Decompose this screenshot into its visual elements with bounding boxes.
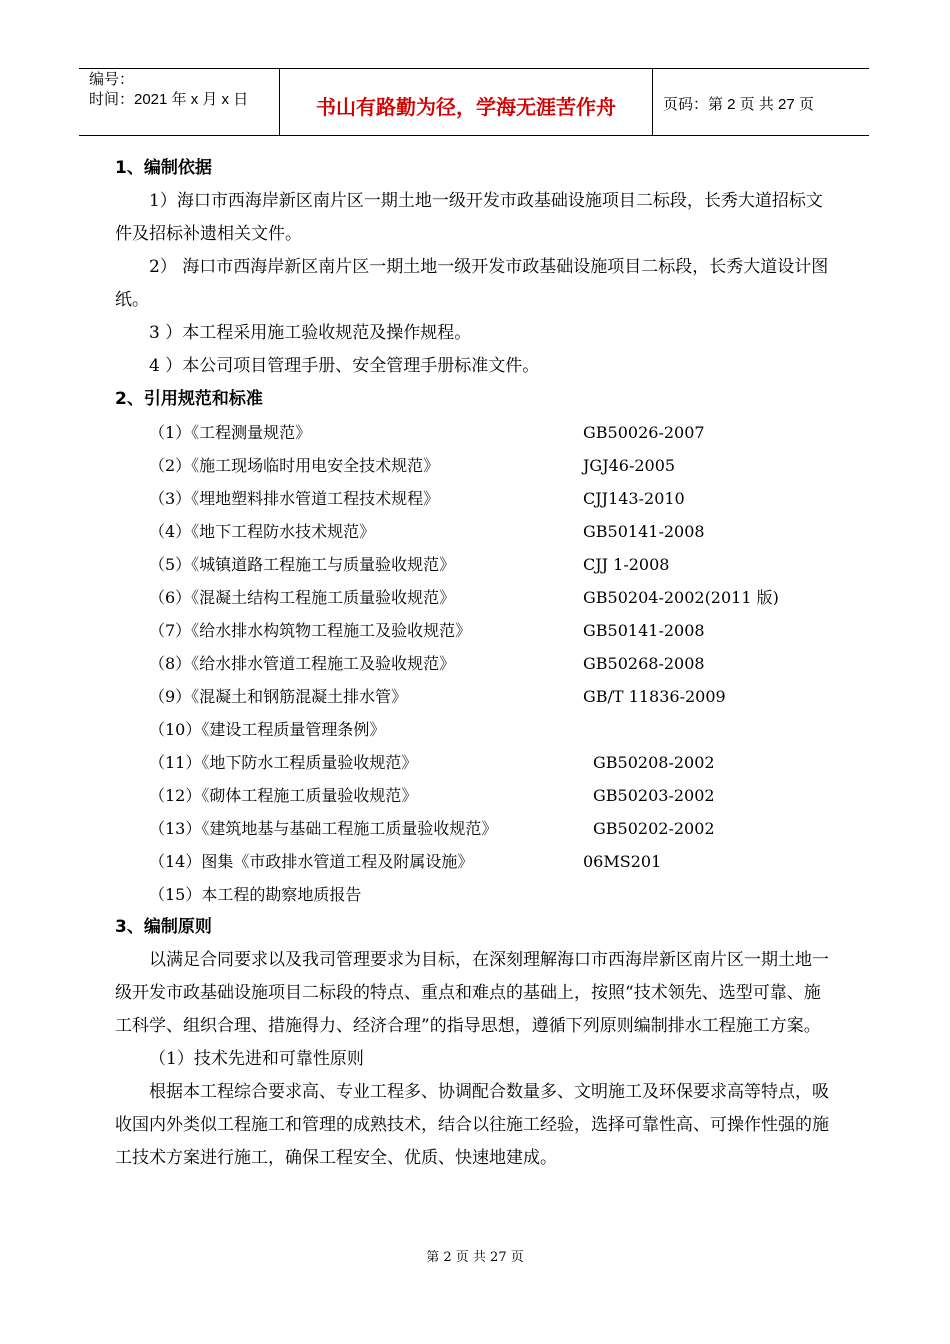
standard-code: GB/T 11836-2009 (583, 687, 726, 706)
standard-row (115, 812, 837, 845)
basis-item-4: 4 ）本公司项目管理手册、安全管理手册标准文件。 (149, 356, 540, 376)
document-body (115, 152, 837, 1175)
standard-name: （11）《地下防水工程质量验收规范》 (149, 753, 418, 772)
standard-code: 06MS201 (583, 852, 662, 871)
standard-code: GB50268-2008 (583, 654, 705, 673)
standard-name: （15）本工程的勘察地质报告 (149, 885, 362, 904)
page-header (79, 68, 869, 136)
standard-name: （8）《给水排水管道工程施工及验收规范》 (149, 654, 456, 673)
header-page-label: 页码：第 2 页 共 27 页 (663, 95, 814, 113)
standard-row (115, 581, 837, 614)
standard-name: （5）《城镇道路工程施工与质量验收规范》 (149, 555, 456, 574)
standard-row (115, 680, 837, 713)
standard-code: GB50202-2002 (593, 819, 715, 838)
standard-row (115, 746, 837, 779)
section-1-items (115, 185, 837, 383)
standard-name: （12）《砌体工程施工质量验收规范》 (149, 786, 418, 805)
principle-1-body: 根据本工程综合要求高、专业工程多、协调配合数量多、文明施工及环保要求高等特点，吸收国内外类似工程施工和管理的成熟技术，结合以往施工经验，选择可靠性高、可操作性强的施工技术方案进行施工，确保工程安全、优质、快速地建成。 (115, 1082, 829, 1168)
standard-row (115, 449, 837, 482)
standard-row (115, 779, 837, 812)
page-footer: 第 2 页 共 27 页 (426, 1250, 524, 1265)
standard-row (115, 845, 837, 878)
section-1-title: 1、编制依据 (115, 158, 212, 178)
standard-name: （13）《建筑地基与基础工程施工质量验收规范》 (149, 819, 498, 838)
doc-time-label: 时间：2021 年 x 月 x 日 (89, 91, 249, 108)
standard-name: （4）《地下工程防水技术规范》 (149, 522, 376, 541)
standard-name: （6）《混凝土结构工程施工质量验收规范》 (149, 588, 456, 607)
standard-row (115, 416, 837, 449)
standard-code: CJJ 1-2008 (583, 555, 670, 574)
standard-row (115, 482, 837, 515)
principle-1-title: （1）技术先进和可靠性原则 (149, 1049, 364, 1069)
standard-row (115, 647, 837, 680)
standard-row (115, 548, 837, 581)
section-3-title: 3、编制原则 (115, 917, 212, 937)
section-2-title: 2、引用规范和标准 (115, 389, 263, 409)
standard-row (115, 515, 837, 548)
basis-item-3: 3 ）本工程采用施工验收规范及操作规程。 (149, 323, 472, 343)
standard-name: （3）《埋地塑料排水管道工程技术规程》 (149, 489, 440, 508)
standard-code: CJJ143-2010 (583, 489, 685, 508)
header-meta (79, 69, 280, 135)
standard-code: GB50203-2002 (593, 786, 715, 805)
principle-intro: 以满足合同要求以及我司管理要求为目标，在深刻理解海口市西海岸新区南片区一期土地一级开发市政基础设施项目二标段的特点、重点和难点的基础上，按照“技术领先、选型可靠、施工科学、组织合理、措施得力、经济合理”的指导思想，遵循下列原则编制排水工程施工方案。 (115, 950, 829, 1036)
standard-code: GB50204-2002(2011 版) (583, 588, 779, 607)
standard-row (115, 713, 837, 746)
standard-name: （10）《建设工程质量管理条例》 (149, 720, 386, 739)
standard-name: （14）图集《市政排水管道工程及附属设施》 (149, 852, 474, 871)
standard-row (115, 878, 837, 911)
section-3-body (115, 944, 837, 1175)
standard-name: （7）《给水排水构筑物工程施工及验收规范》 (149, 621, 472, 640)
standard-code: GB50026-2007 (583, 423, 705, 442)
standard-code: JGJ46-2005 (583, 456, 676, 475)
standard-name: （2）《施工现场临时用电安全技术规范》 (149, 456, 440, 475)
header-motto: 书山有路勤为径，学海无涯苦作舟 (280, 69, 653, 135)
doc-number-label: 编号： (89, 71, 135, 88)
standard-row (115, 614, 837, 647)
standard-code: GB50208-2002 (593, 753, 715, 772)
basis-item-2: 2） 海口市西海岸新区南片区一期土地一级开发市政基础设施项目二标段，长秀大道设计图纸。 (115, 257, 829, 310)
standard-name: （1）《工程测量规范》 (149, 423, 312, 442)
basis-item-1: 1）海口市西海岸新区南片区一期土地一级开发市政基础设施项目二标段，长秀大道招标文件及招标补遗相关文件。 (115, 191, 823, 244)
standards-list (115, 416, 837, 911)
standard-code: GB50141-2008 (583, 522, 705, 541)
standard-name: （9）《混凝土和钢筋混凝土排水管》 (149, 687, 408, 706)
standard-code: GB50141-2008 (583, 621, 705, 640)
